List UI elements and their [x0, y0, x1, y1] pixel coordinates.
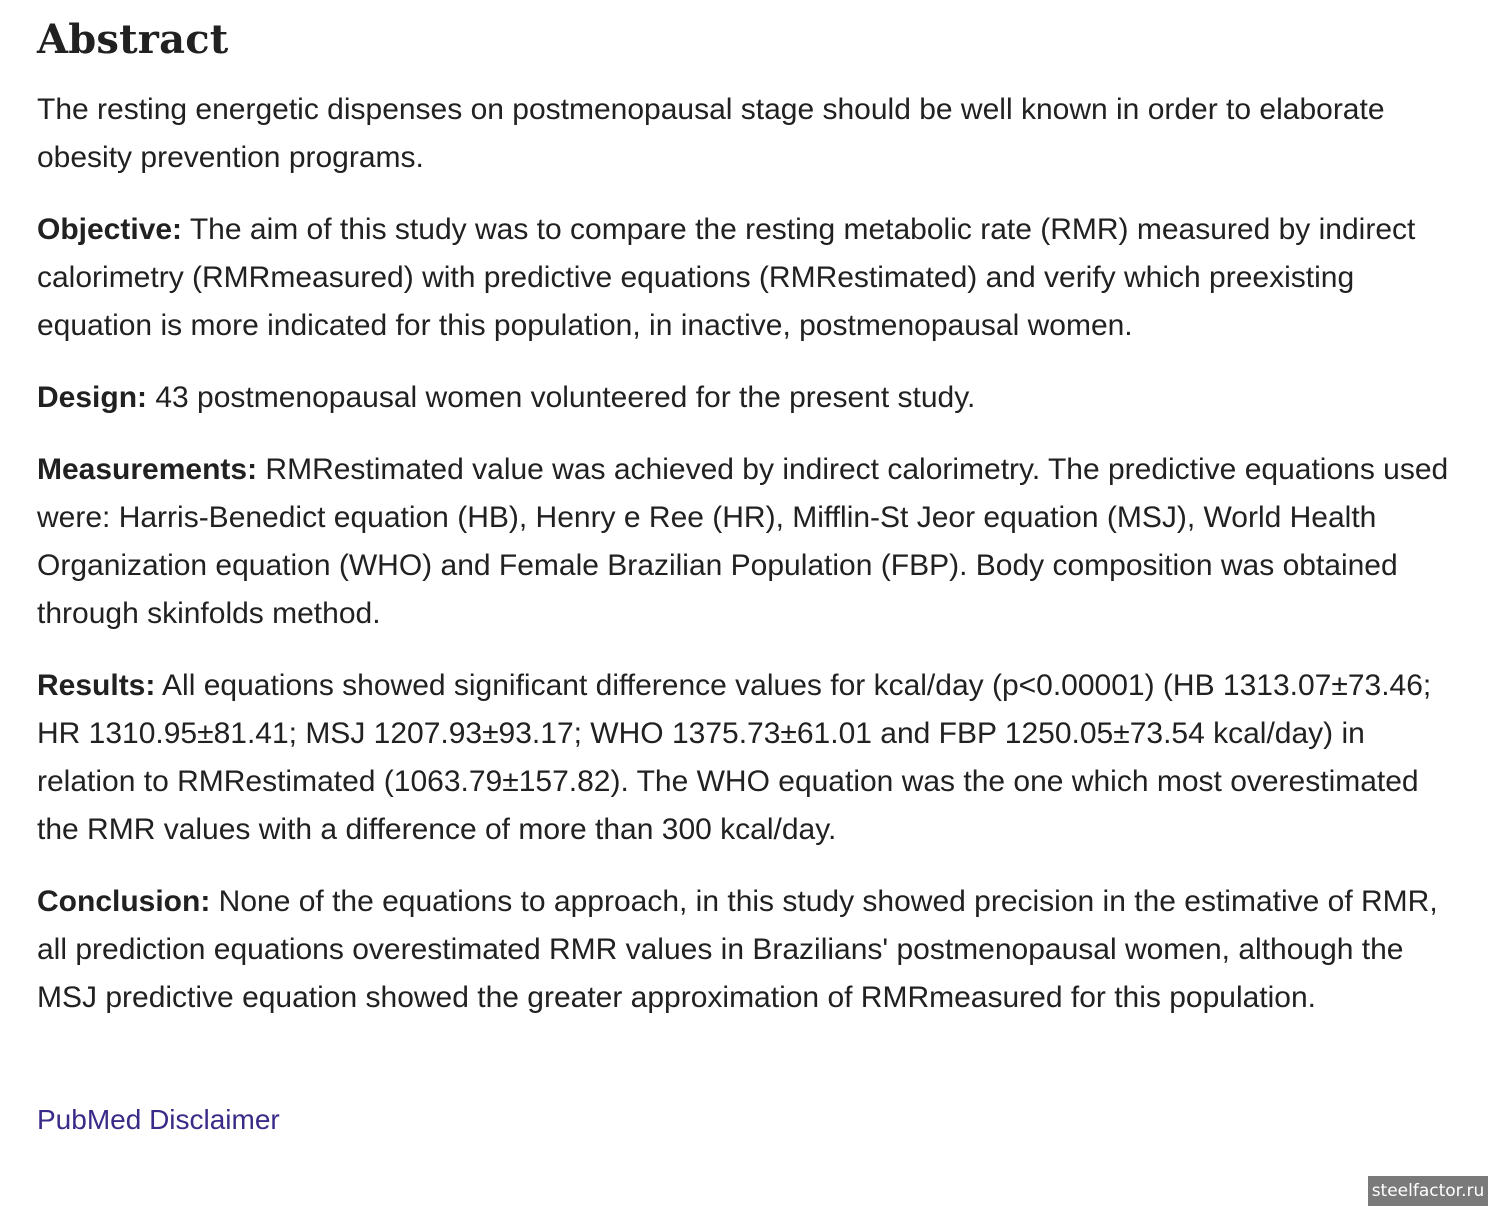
objective-paragraph [37, 206, 1457, 350]
results-label: Results: [37, 669, 156, 702]
pubmed-disclaimer-link[interactable]: PubMed Disclaimer [37, 1104, 280, 1135]
abstract-section [37, 14, 1457, 1140]
watermark-badge: steelfactor.ru [1368, 1176, 1488, 1206]
measurements-paragraph [37, 446, 1457, 638]
abstract-heading: Abstract [37, 16, 229, 63]
conclusion-label: Conclusion: [37, 885, 211, 918]
conclusion-paragraph [37, 878, 1457, 1022]
design-label: Design: [37, 381, 148, 414]
abstract-intro: The resting energetic dispenses on postmenopausal stage should be well known in order to elaborate obesity prevention programs. [37, 93, 1385, 174]
measurements-label: Measurements: [37, 453, 258, 486]
measurements-text: RMRestimated value was achieved by indirect calorimetry. The predictive equations used were: Harris-Benedict equation (HB), Henry e Ree (HR), Mifflin-St Jeor equation (MSJ), World Health Organization equation (WHO) and Female Brazilian Population (FBP). Body composition was obtained through skinfolds method. [37, 453, 1449, 630]
objective-text: The aim of this study was to compare the resting metabolic rate (RMR) measured by indirect calorimetry (RMRmeasured) with predictive equations (RMRestimated) and verify which preexisting equation is more indicated for this population, in inactive, postmenopausal women. [37, 213, 1416, 342]
design-text: 43 postmenopausal women volunteered for the present study. [147, 381, 976, 414]
conclusion-text: None of the equations to approach, in this study showed precision in the estimative of RMR, all prediction equations overestimated RMR values in Brazilians' postmenopausal women, although the MSJ predictive equation showed the greater approximation of RMRmeasured for this population. [37, 885, 1438, 1014]
objective-label: Objective: [37, 213, 183, 246]
results-paragraph [37, 662, 1457, 854]
results-text: All equations showed significant difference values for kcal/day (p<0.00001) (HB 1313.07±73.46; HR 1310.95±81.41; MSJ 1207.93±93.17; WHO 1375.73±61.01 and FBP 1250.05±73.54 kcal/day) in relation to RMRestimated (1063.79±157.82). The WHO equation was the one which most overestimated the RMR values with a difference of more than 300 kcal/day. [37, 669, 1432, 846]
design-paragraph [37, 374, 1457, 422]
